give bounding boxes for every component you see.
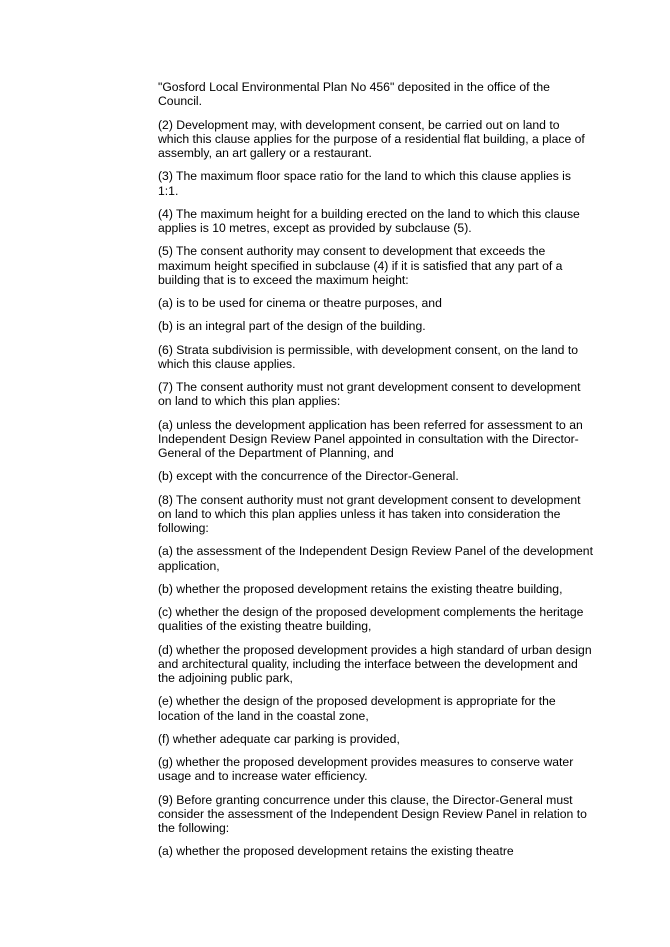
paragraph: (8) The consent authority must not grant development consent to development on land to which this plan applies unless it has taken into consideration the following: <box>158 492 581 536</box>
paragraph: (e) whether the design of the proposed development is appropriate for the location of the land in the coastal zone, <box>158 694 556 723</box>
paragraph: (5) The consent authority may consent to development that exceeds the maximum height specified in subclause (4) if it is satisfied that any part of a building that is to exceed the maximum height: <box>158 244 563 288</box>
paragraph: (c) whether the design of the proposed development complements the heritage qualities of the existing theatre building, <box>158 605 584 634</box>
paragraph: (g) whether the proposed development provides measures to conserve water usage and to increase water efficiency. <box>158 755 574 784</box>
paragraph: (a) is to be used for cinema or theatre purposes, and <box>158 296 442 311</box>
paragraph: (a) whether the proposed development retains the existing theatre <box>158 844 514 859</box>
paragraph: (7) The consent authority must not grant development consent to development on land to which this plan applies: <box>158 380 581 409</box>
paragraph: (b) except with the concurrence of the Director-General. <box>158 469 459 484</box>
paragraph: (6) Strata subdivision is permissible, with development consent, on the land to which this clause applies. <box>158 342 579 371</box>
paragraph: (9) Before granting concurrence under this clause, the Director-General must consider the assessment of the Independent Design Review Panel in relation to the following: <box>158 792 587 836</box>
paragraph: (b) is an integral part of the design of the building. <box>158 319 426 334</box>
paragraph: (f) whether adequate car parking is provided, <box>158 731 400 746</box>
paragraph: (a) the assessment of the Independent Design Review Panel of the development application, <box>158 544 593 573</box>
paragraph: (3) The maximum floor space ratio for the land to which this clause applies is 1:1. <box>158 169 571 198</box>
paragraph: (2) Development may, with development consent, be carried out on land to which this clause applies for the purpose of a residential flat building, a place of assembly, an art gallery or a restaurant. <box>158 117 585 161</box>
paragraph: (d) whether the proposed development provides a high standard of urban design and architectural quality, including the interface between the development and the adjoining public park, <box>158 642 592 686</box>
document-body <box>158 80 594 868</box>
paragraph: (b) whether the proposed development retains the existing theatre building, <box>158 581 563 596</box>
paragraph: (a) unless the development application has been referred for assessment to an Independent Design Review Panel appointed in consultation with the Director-General of the Department of Planning, and <box>158 417 583 461</box>
paragraph: (4) The maximum height for a building erected on the land to which this clause applies is 10 metres, except as provided by subclause (5). <box>158 206 580 236</box>
paragraph: "Gosford Local Environmental Plan No 456" deposited in the office of the Council. <box>158 80 550 109</box>
